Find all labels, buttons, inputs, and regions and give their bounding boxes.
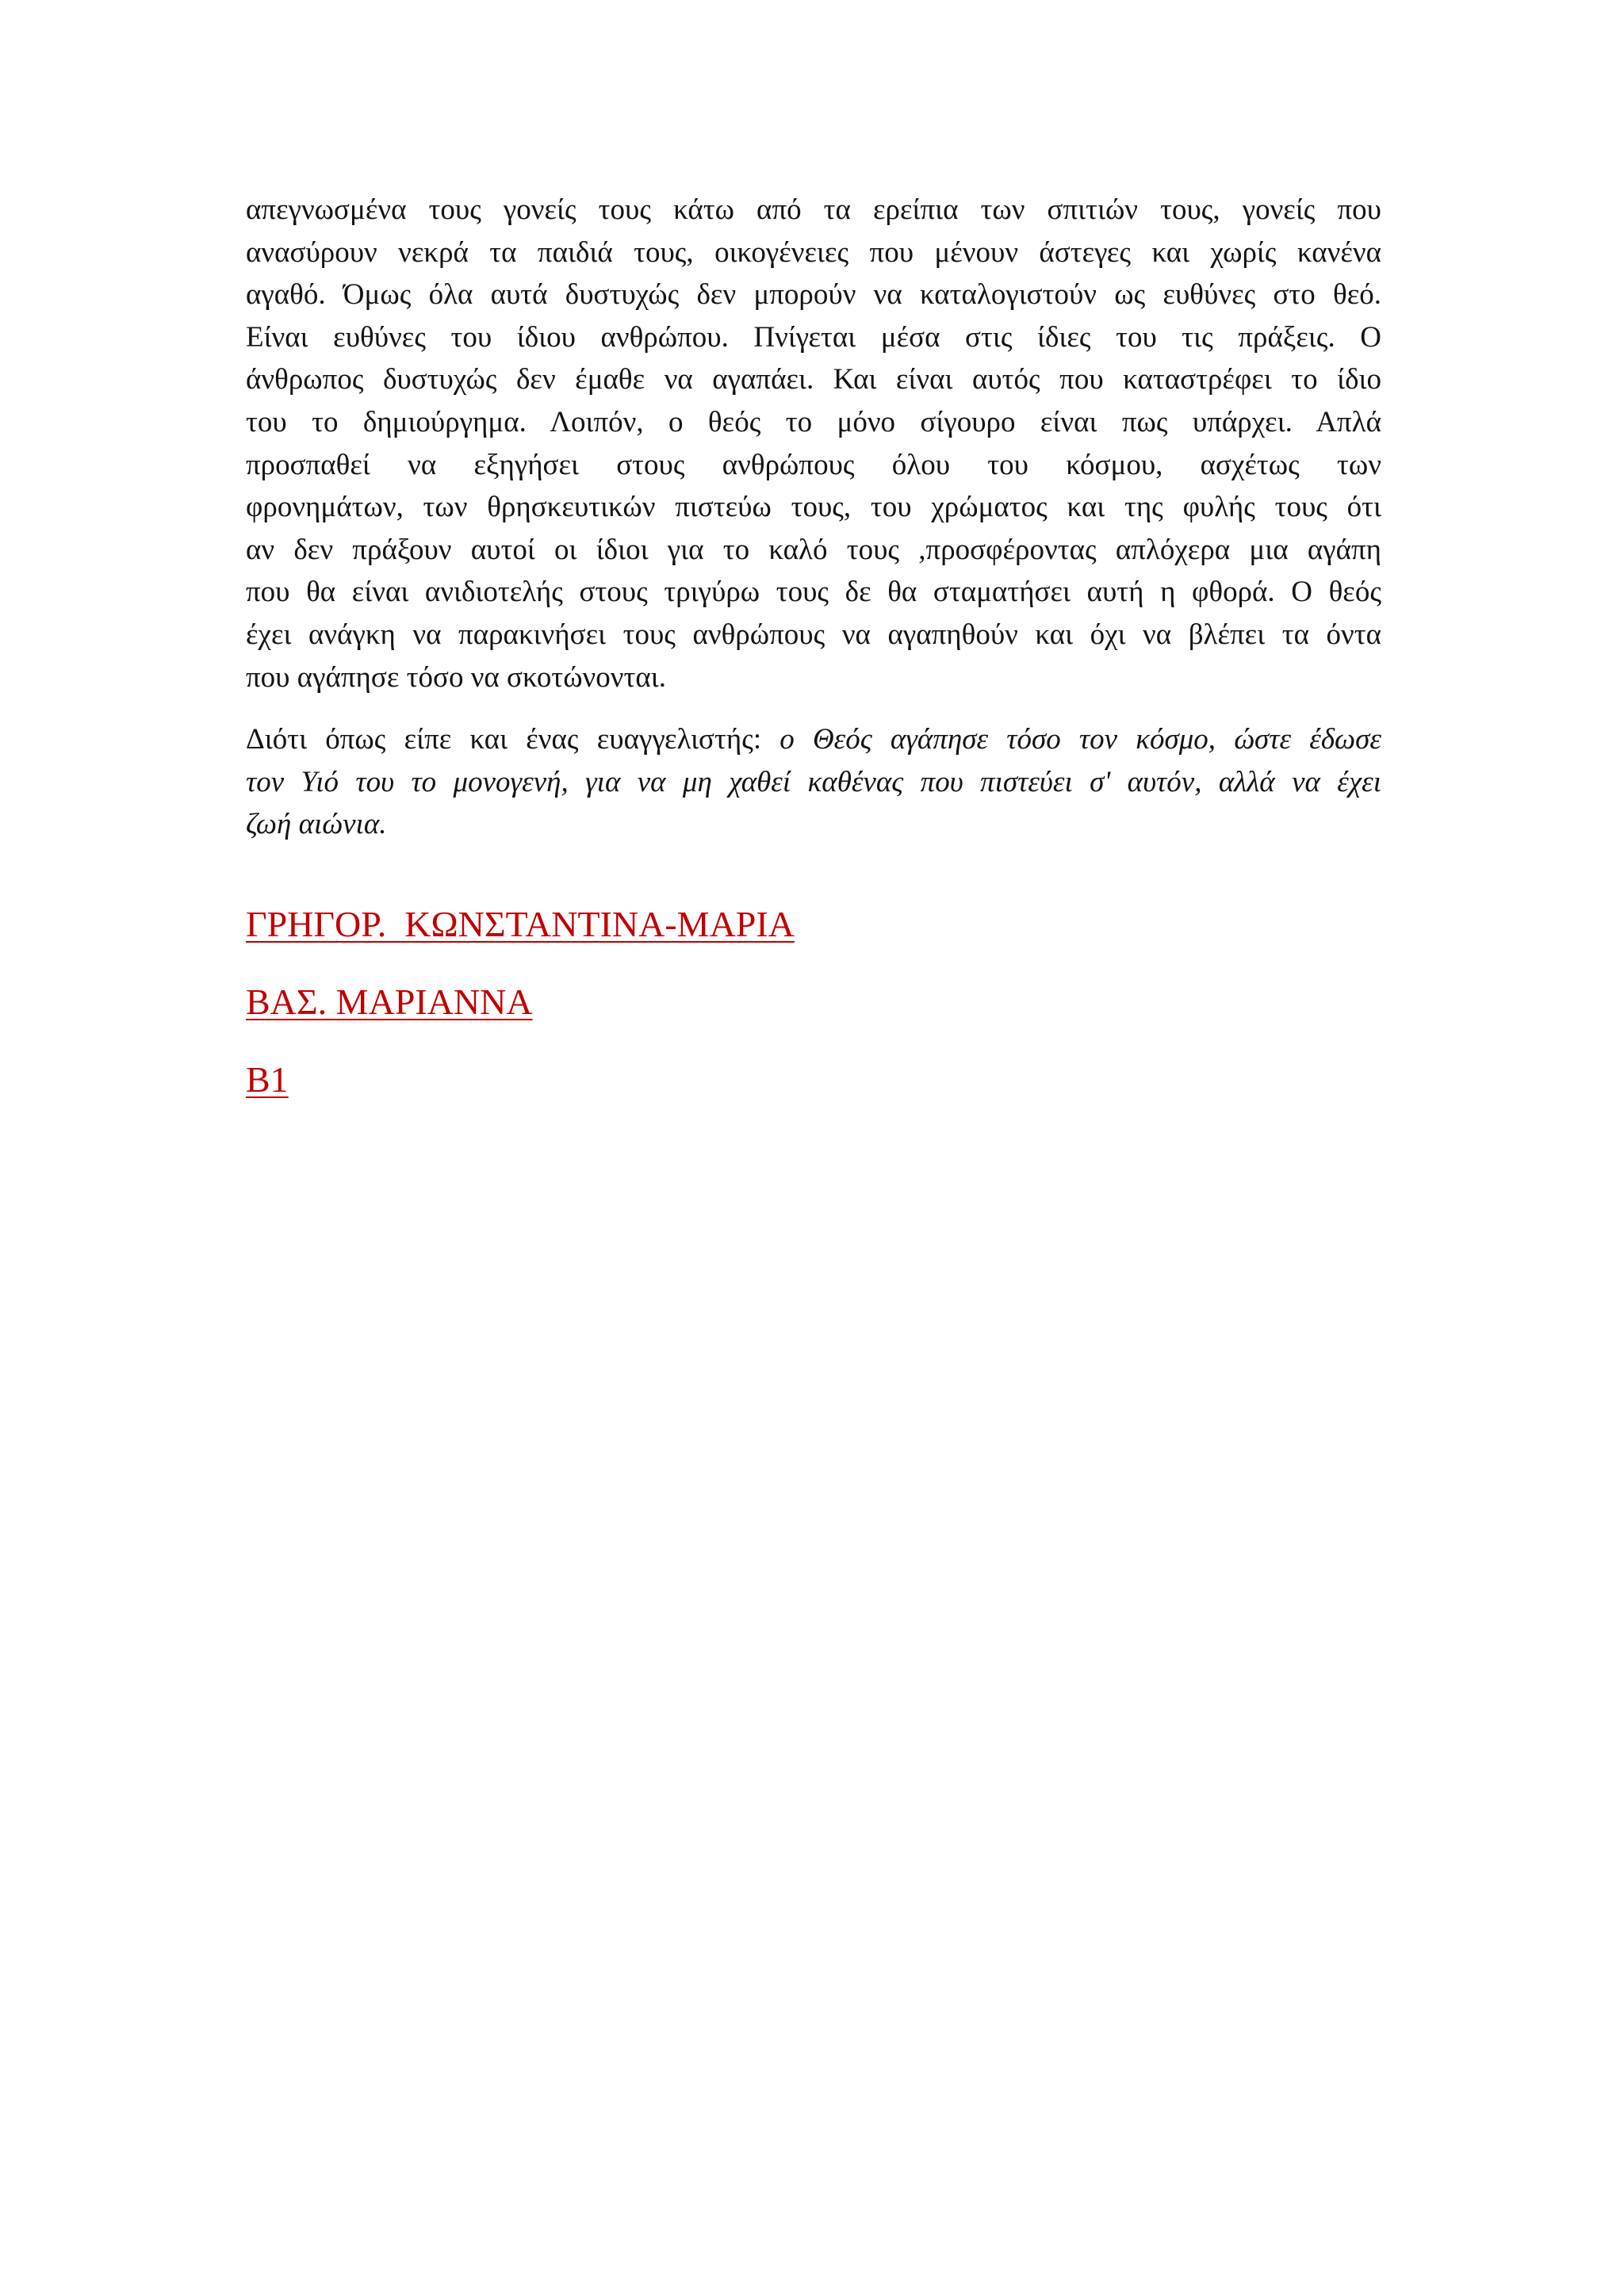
paragraph-1 — [246, 189, 1381, 698]
paragraph-1-line: του το δημιούργημα. Λοιπόν, ο θεός το μόνο σίγουρο είναι πως υπάρχει. Απλά — [246, 405, 1381, 438]
class-label: Β1 — [246, 1059, 289, 1100]
paragraph-1-line: που θα είναι ανιδιοτελής στους τριγύρω τους δε θα σταματήσει αυτή η φθορά. Ο θεός — [246, 576, 1381, 609]
paragraph-1-line: άνθρωπος δυστυχώς δεν έμαθε να αγαπάει. Και είναι αυτός που καταστρέφει το ίδιο — [246, 363, 1381, 396]
scripture-quote-line-2: τον Υιό του το μονογενή, για να μη χαθεί καθένας που πιστεύει σ' αυτόν, αλλά να έχει — [246, 765, 1381, 798]
paragraph-1-line: αν δεν πράξουν αυτοί οι ίδιοι για το καλό τους ,προσφέροντας απλόχερα μια αγάπη — [246, 533, 1381, 566]
paragraph-2-line-1 — [246, 718, 1381, 761]
paragraph-1-line: ανασύρουν νεκρά τα παιδιά τους, οικογένειες που μένουν άστεγες και χωρίς κανένα — [246, 235, 1381, 269]
scripture-quote-line-3: ζωή αιώνια. — [246, 808, 387, 841]
quote-intro: Διότι όπως είπε και ένας ευαγγελιστής: — [246, 723, 780, 756]
author-name-2: ΒΑΣ. ΜΑΡΙΑΝΝΑ — [246, 982, 533, 1022]
scripture-quote: ο Θεός αγάπησε τόσο τον κόσμο, ώστε έδωσε — [779, 723, 1381, 756]
paragraph-1-line: που αγάπησε τόσο να σκοτώνονται. — [246, 660, 666, 694]
paragraph-1-line: αγαθό. Όμως όλα αυτά δυστυχώς δεν μπορούν να καταλογιστούν ως ευθύνες στο θεό. — [246, 278, 1381, 312]
paragraph-1-line: Είναι ευθύνες του ίδιου ανθρώπου. Πνίγεται μέσα στις ίδιες του τις πράξεις. Ο — [246, 320, 1381, 354]
paragraph-1-line: έχει ανάγκη να παρακινήσει τους ανθρώπους να αγαπηθούν και όχι να βλέπει τα όντα — [246, 618, 1381, 651]
paragraph-1-line: φρονημάτων, των θρησκευτικών πιστεύω τους, του χρώματος και της φυλής τους ότι — [246, 491, 1381, 524]
document-page — [246, 189, 1381, 1100]
author-name-1: ΓΡΗΓΟΡ. ΚΩΝΣΤΑΝΤΙΝΑ-ΜΑΡΙΑ — [246, 904, 795, 944]
paragraph-2 — [246, 718, 1381, 846]
paragraph-1-line: απεγνωσμένα τους γονείς τους κάτω από τα ερείπια των σπιτιών τους, γονείς που — [246, 193, 1381, 226]
paragraph-1-line: προσπαθεί να εξηγήσει στους ανθρώπους όλου του κόσμου, ασχέτως των — [246, 448, 1381, 481]
